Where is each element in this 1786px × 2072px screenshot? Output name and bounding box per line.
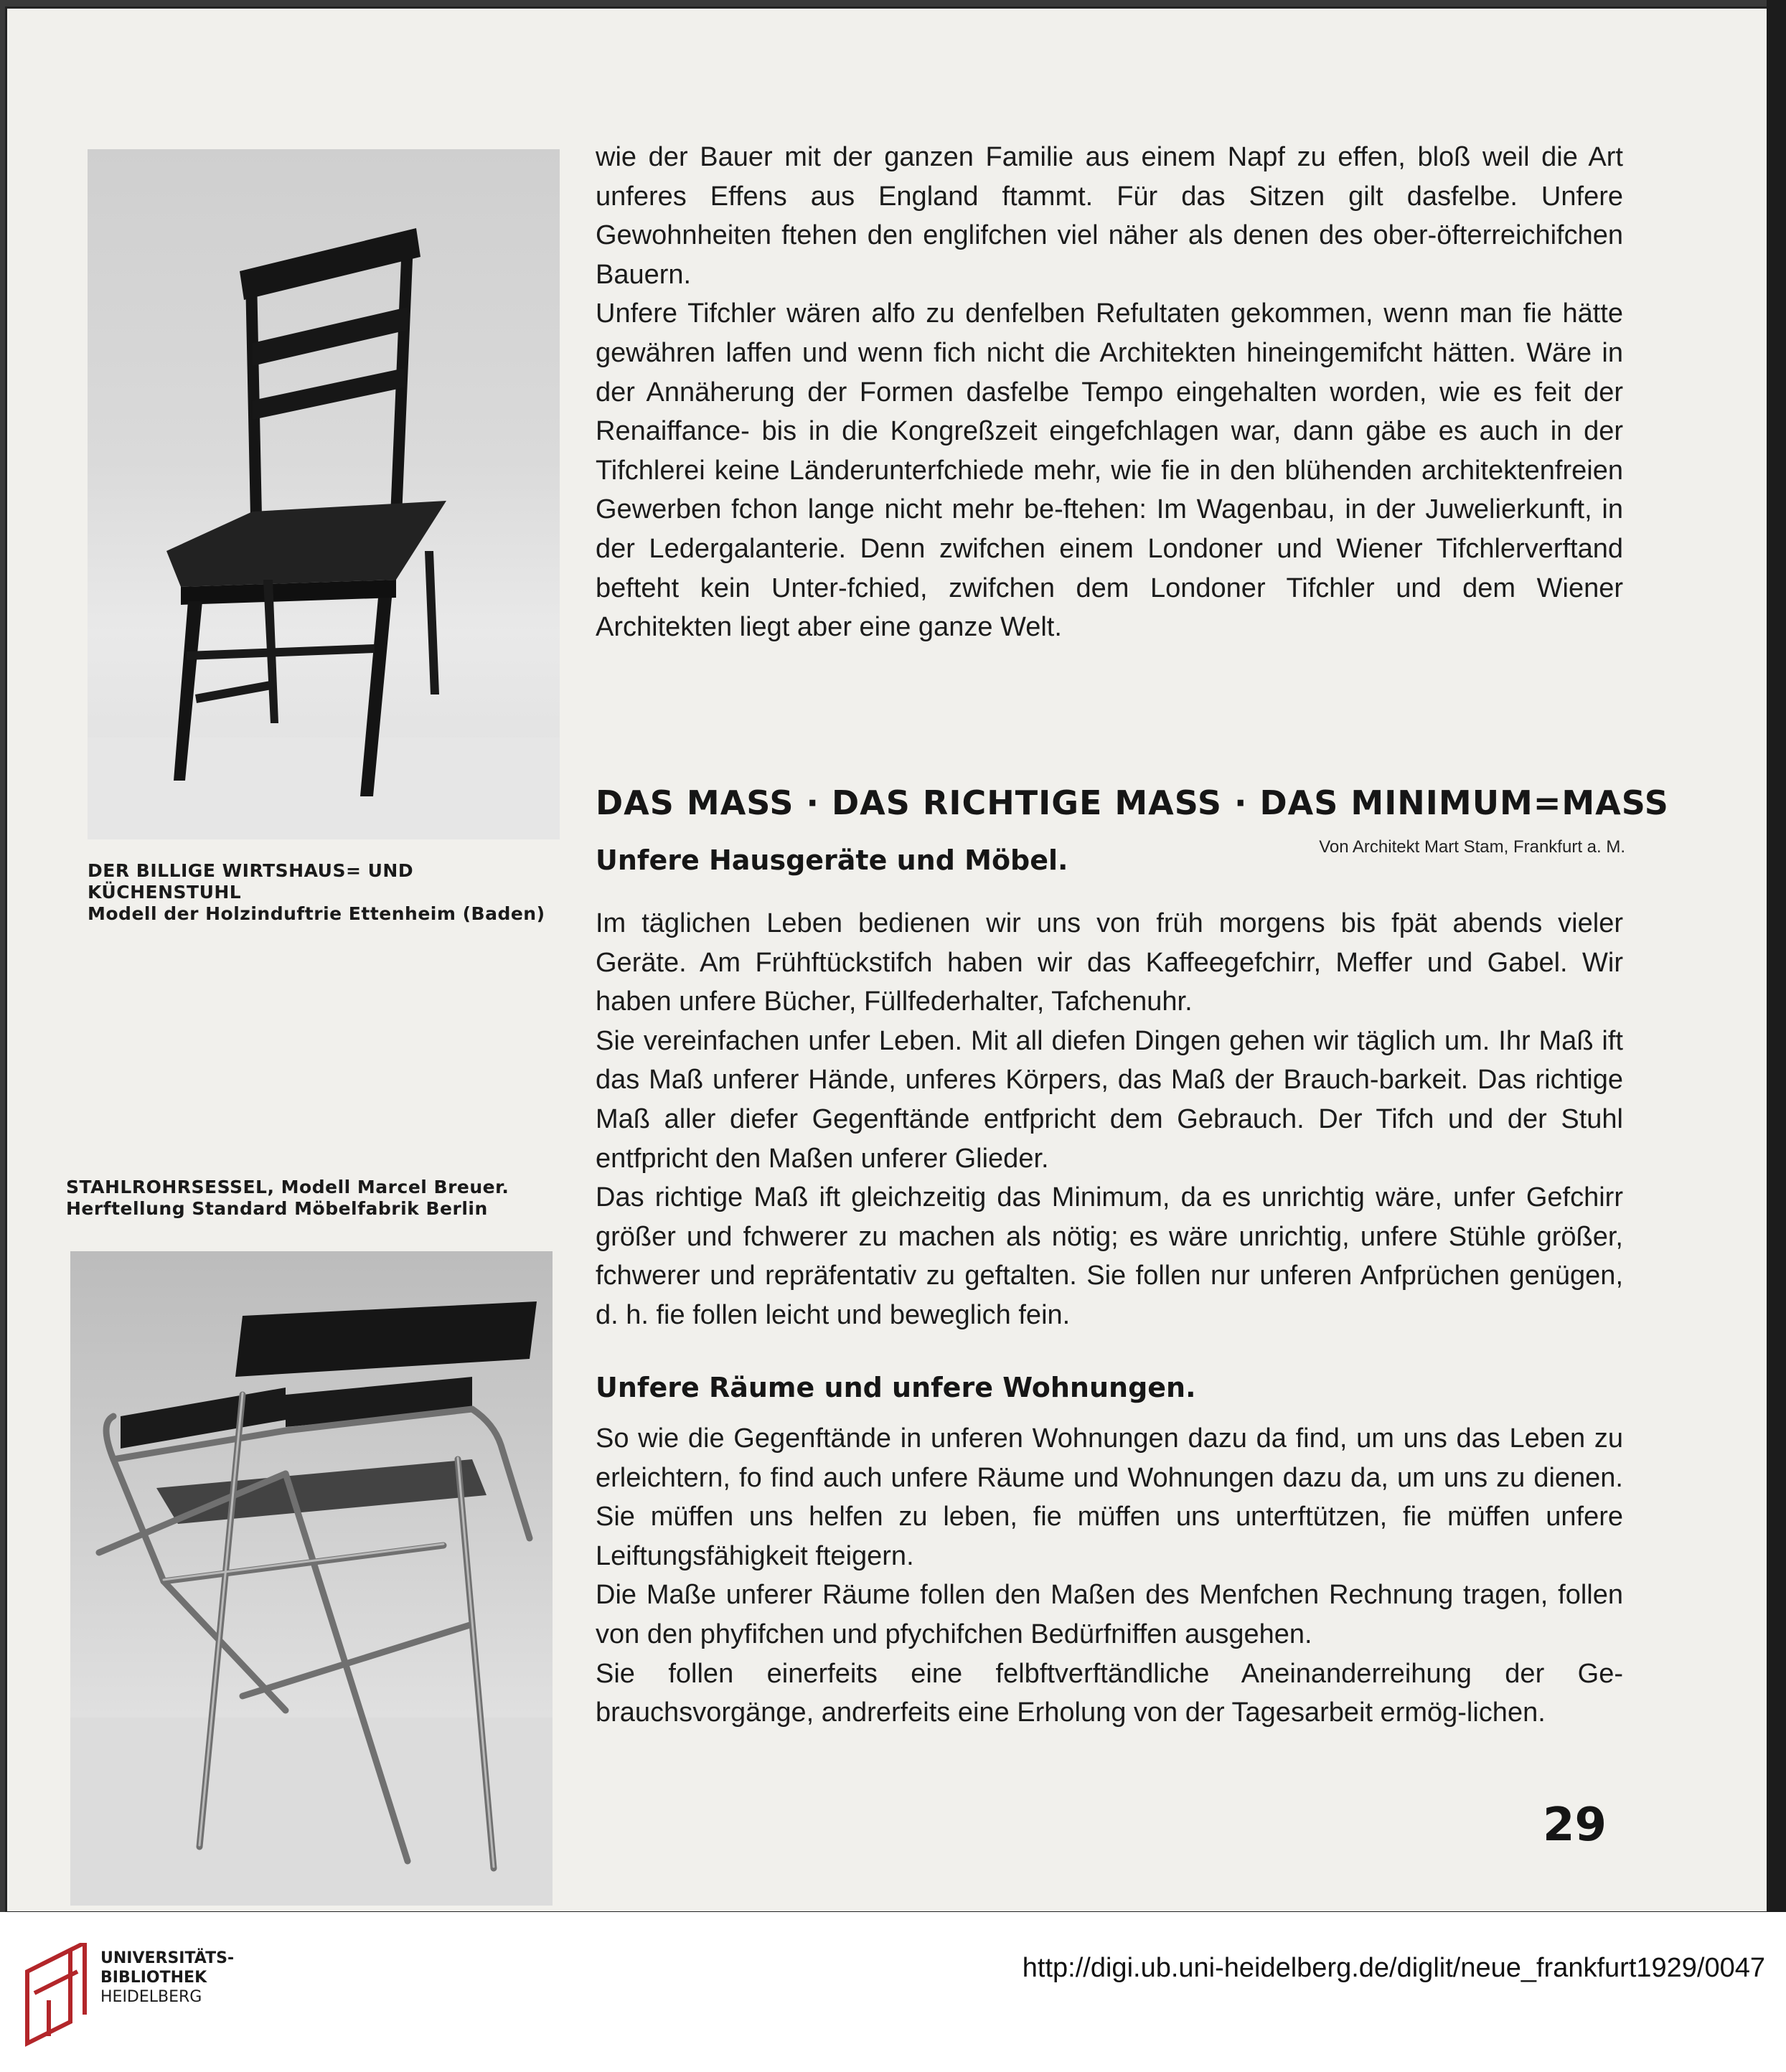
institution-line: UNIVERSITÄTS- <box>100 1949 235 1967</box>
paragraph: So wie die Gegenftände in unferen Wohnungen dazu da find, um uns das Leben zu erleichtern, fo find auch unfere Räume und Wohnungen dazu da, um uns zu dienen. Sie müffen uns helfen zu leben, fie müffen uns unterftützen, fie müffen unfere Leiftungsfähigkeit fteigern. <box>596 1423 1623 1571</box>
subheading-rooms: Unfere Räume und unfere Wohnungen. <box>596 1372 1196 1403</box>
stool-caption-subtitle: Herftellung Standard Möbelfabrik Berlin <box>66 1198 488 1219</box>
chair-caption-subtitle: Modell der Holzinduftrie Ettenheim (Baden) <box>88 903 545 924</box>
paragraph: Sie follen einerfeits eine felbftverftändliche Aneinanderreihung der Ge-brauchsvorgänge, andrerfeits eine Erholung von der Tagesarbeit ermög-lichen. <box>596 1658 1623 1728</box>
top-text-block <box>596 138 1623 647</box>
institution-name[interactable] <box>100 1949 234 2007</box>
author-byline: Von Architekt Mart Stam, Frankfurt a. M. <box>1319 837 1625 857</box>
steel-tube-chair-icon <box>70 1251 553 1906</box>
paragraph: Die Maße unferer Räume follen den Maßen des Menfchen Rechnung tragen, follen von den phyfifchen und pfychifchen Bedürfniffen ausgehen. <box>596 1580 1623 1649</box>
chair-caption-title: DER BILLIGE WIRTSHAUS= UND KÜCHENSTUHL <box>88 860 414 903</box>
paragraph: Im täglichen Leben bedienen wir uns von früh morgens bis fpät abends vieler Geräte. Am Frühftückstifch haben wir das Kaffeegefchirr, Meffer und Gabel. Wir haben unfere Bücher, Füllfederhalter, Tafchenuhr. <box>596 908 1623 1017</box>
middle-text-block <box>596 904 1623 1335</box>
steel-tube-chair-photo <box>70 1251 553 1906</box>
bottom-text-block <box>596 1419 1623 1733</box>
ub-heidelberg-logo-icon[interactable] <box>20 1943 98 2050</box>
paragraph: Sie vereinfachen unfer Leben. Mit all diefen Dingen gehen wir täglich um. Ihr Maß ift das Maß unferer Hände, unferes Körpers, das Maß der Brauch-barkeit. Das richtige Maß aller diefer Gegenftände entfpricht dem Gebrauch. Der Tifch und der Stuhl entfpricht den Maßen unferer Glieder. <box>596 1025 1623 1174</box>
footer-bar <box>0 1912 1786 2072</box>
section-title: DAS MASS · DAS RICHTIGE MASS · DAS MINIMUM=MASS <box>596 783 1669 822</box>
stool-caption-title: STAHLROHRSESSEL, Modell Marcel Breuer. <box>66 1177 509 1197</box>
document-page <box>7 9 1767 1911</box>
permalink-url[interactable]: http://digi.ub.uni-heidelberg.de/diglit/neue_frankfurt1929/0047 <box>1022 1953 1765 1983</box>
institution-line: HEIDELBERG <box>100 1988 202 2006</box>
page-number: 29 <box>1543 1799 1607 1852</box>
institution-line: BIBLIOTHEK <box>100 1969 207 1987</box>
paragraph: Unfere Tifchler wären alfo zu denfelben Refultaten gekommen, wenn man fie hätte gewähren laffen und wenn fich nicht die Architekten hineingemifcht hätten. Wäre in der Annäherung der Formen dasfelbe Tempo eingehalten worden, wie es feit der Renaiffance- bis in die Kongreßzeit eingefchlagen war, dann gäbe es auch in der Tifchlerei keine Länderunterfchiede mehr, wie fie in den blühenden architektenfreien Gewerben fchon lange nicht mehr be-ftehen: Im Wagenbau, in der Juwelierkunft, in der Ledergalanterie. Denn zwifchen einem Londoner und Wiener Tifchlerverftand befteht kein Unter-fchied, zwifchen dem Londoner Tifchler und dem Wiener Architekten liegt aber eine ganze Welt. <box>596 298 1623 643</box>
wooden-chair-icon <box>88 149 560 839</box>
chair-photo <box>88 149 560 839</box>
subheading-household: Unfere Hausgeräte und Möbel. <box>596 844 1068 876</box>
paragraph: Das richtige Maß ift gleichzeitig das Minimum, da es unrichtig wäre, unfer Gefchirr größer und fchwerer zu machen als nötig; es wäre unrichtig, unfere Stühle größer, fchwerer und repräfentativ zu geftalten. Sie follen nur unferen Anfprüchen genügen, d. h. fie follen leicht und beweglich fein. <box>596 1182 1623 1330</box>
paragraph: wie der Bauer mit der ganzen Familie aus einem Napf zu effen, bloß weil die Art unferes Effens aus England ftammt. Für das Sitzen gilt dasfelbe. Unfere Gewohnheiten ftehen den englifchen viel näher als denen des ober-öfterreichifchen Bauern. <box>596 142 1623 290</box>
stool-caption <box>66 1177 554 1220</box>
chair-caption <box>88 860 561 925</box>
scan-edge <box>1767 0 1786 1912</box>
